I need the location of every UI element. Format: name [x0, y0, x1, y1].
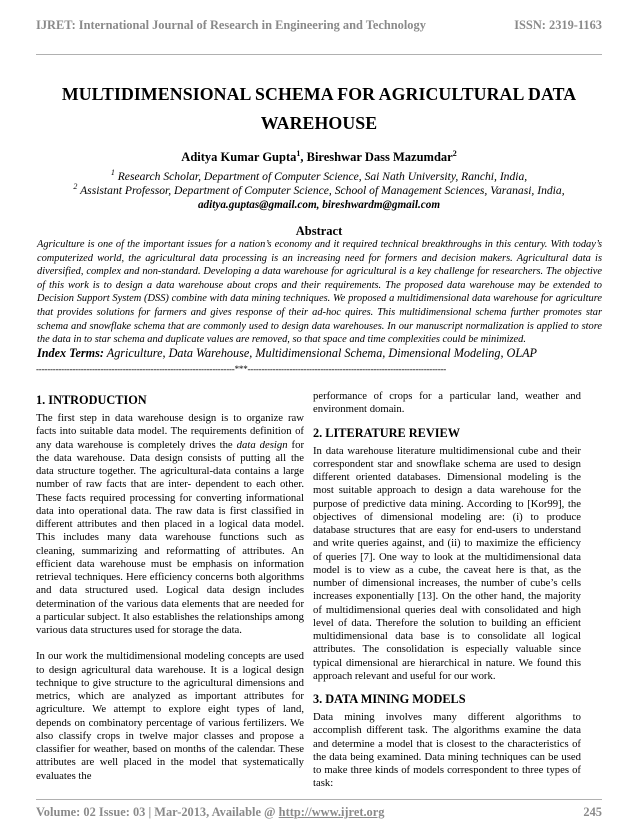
intro-p1-emphasis: data design — [236, 438, 288, 451]
aff-2-text: Assistant Professor, Department of Computer Science, School of Management Sciences, Varanasi, India, — [80, 184, 565, 197]
author-sep: , — [300, 150, 307, 164]
right-column — [313, 390, 581, 791]
paper-title — [40, 80, 598, 138]
journal-name: IJRET: International Journal of Research in Engineering and Technology — [36, 18, 426, 32]
intro-paragraph-2: In our work the multidimensional modeling concepts are used to design agricultural data warehouse. It is a logical design technique to give structure to the agricultural dimensions and metrics, which are analyzed as important attributes for agriculture. We attempt to explore eight types of land, depends on combinatory percentage of various fertilizers. We also classify crops in twelve major classes and propose a classifier for weather, based on months of the calendar. These attributes are well placed in the model that systematically evaluates the — [36, 650, 304, 782]
author-1-sup: 1 — [296, 148, 301, 158]
title-line-2: WAREHOUSE — [260, 113, 378, 133]
intro-p1-part-a: The first step in data warehouse design is to organize raw facts into suitable data model. The requirements definition of any data warehouse is completely drives the — [36, 412, 304, 451]
title-line-1: MULTIDIMENSIONAL SCHEMA FOR AGRICULTURAL DATA — [61, 84, 577, 104]
literature-paragraph: In data warehouse literature multidimensional cube and their correspondent star and snowflake schema are used to design different oriented databases. Dimensional modeling is the most suitable approach to design a data warehouse for the purpose of predictive data mining. According to [Kor99], the objectives of dimensional modeling are: (i) to produce database structures that are easy for end-users to understand and write queries against, and (ii) to maximize the efficiency of queries [7]. One way to look at the multidimensional data model is to view as a cube, the caveat here is that, as the number of dimensional increases, the number of cube’s cells increases exponentially [13]. On the other hand, the majority of multidimensional queries deal with consolidated and high level of data. Therefore the solution to building an efficient multidimensional data base is to consolidate all logical attributes. The consolidation is especially valuable since typical dimensional are hierarchical in nature. We found this approach relevant and useful for our work. — [313, 444, 581, 682]
footer-volume-text: Volume: 02 Issue: 03 | Mar-2013, Available @ — [36, 805, 279, 819]
literature-heading: 2. LITERATURE REVIEW — [313, 425, 461, 440]
affiliation-2 — [20, 184, 618, 197]
page-number: 245 — [583, 805, 602, 819]
running-footer — [36, 805, 602, 821]
authors — [0, 150, 638, 165]
aff-2-sup: 2 — [73, 182, 78, 192]
intro-heading: 1. INTRODUCTION — [36, 393, 147, 407]
header-rule — [36, 54, 602, 55]
author-2: Bireshwar Dass Mazumdar — [306, 150, 453, 164]
index-terms-text: Agriculture, Data Warehouse, Multidimensional Schema, Dimensional Modeling, OLAP — [103, 346, 538, 360]
data-mining-paragraph: Data mining involves many different algorithms to accomplish different task. The algorithms examine the data and determine a model that is closest to the characteristics of the data being examined. Data mining techniques can be used to make three kinds of models correspondent to three types of task: — [313, 711, 581, 790]
abstract-text: Agriculture is one of the important issues for a nation’s economy and it required technical breakthroughs in this century. With today’s computerized world, the agricultural data processing is an increasing need for formers and decision makers. Agricultural data is diversified, complex and non-standard. Developing a data warehouse for agricultural is a key challenge for researchers. The objective of this work is to design a data warehouse about crops and their requirements. The proposed data warehouse may be extended to Decision Support System (DSS) combine with data mining techniques. We proposed a multidimensional data warehouse for agriculture that provides solutions for farmers and gives response of their ad-hoc quires. This multidimensional schema further promotes star schema and snowflake schema that are commonly used to design data warehouses. In our manuscript normalization is applied to store the data in to star schema and duplicate values are removed, so that space and time complexities could be minimized. — [37, 239, 602, 346]
section-separator: -----------------------------------------------------------------------***----------------------------------------------------------------------- — [36, 364, 447, 374]
journal-link[interactable]: http://www.ijret.org — [278, 805, 385, 819]
author-2-sup: 2 — [452, 148, 457, 158]
issn: ISSN: 2319-1163 — [514, 18, 602, 32]
paragraph-gap — [36, 637, 304, 650]
abstract-heading: Abstract — [295, 224, 343, 238]
running-header — [36, 18, 602, 38]
left-column — [36, 393, 304, 783]
intro-p1-part-b: for the data warehouse. Data design consists of putting all the data structure together. The agricultural-data contains a large number of raw facts that are inter- dependent to each other. These facts required processing for converting informational data into operational data. The raw data is first classified in different attributes and then placed in a logical data model. This includes many data warehouse functions such as cleaning, summarizing and reformatting of attributes. An efficient data warehouse must be emphasis on information retrieval techniques. Here efficiency concerns both algorithms and data structured used. Logical data design includes determination of the various data elements that are needed for a particular subject. It also establishes the relationships among various data structures used for storage the data. — [36, 438, 305, 636]
data-mining-heading: 3. DATA MINING MODELS — [313, 692, 466, 706]
author-1: Aditya Kumar Gupta — [181, 150, 297, 164]
aff-1-text: Research Scholar, Department of Computer Science, Sai Nath University, Ranchi, India, — [117, 170, 528, 183]
author-emails[interactable]: aditya.guptas@gmail.com, bireshwardm@gmail.com — [197, 199, 441, 211]
aff-1-sup: 1 — [110, 168, 115, 178]
intro-paragraph-1 — [36, 412, 304, 637]
footer-volume — [36, 805, 384, 820]
footer-rule — [36, 799, 602, 800]
intro-continued: performance of crops for a particular land, weather and environment domain. — [313, 390, 581, 416]
affiliation-1 — [20, 170, 618, 183]
index-terms — [37, 346, 602, 361]
index-terms-label: Index Terms: — [37, 346, 104, 360]
